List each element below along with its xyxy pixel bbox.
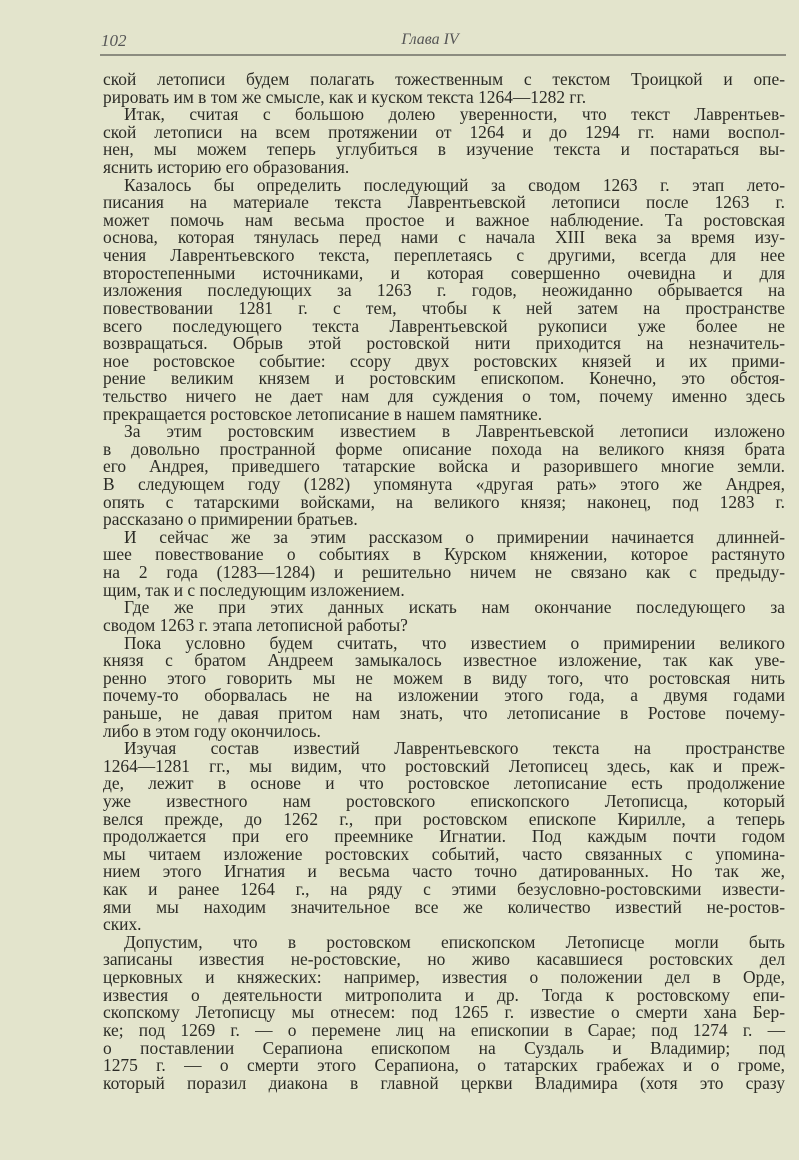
text-line: нен, мы можем теперь углубиться в изучение текста и постараться вы-	[103, 139, 785, 160]
text-line: ями мы находим значительное все же количество известий не-ростов-	[103, 896, 785, 917]
text-line: почему-то оборвалась не на изложении этого года, а двумя годами	[103, 685, 785, 706]
text-line: мы читаем изложение ростовских событий, часто связанных с упомина-	[103, 843, 785, 864]
text-line: рировать им в том же смысле, как и куском текста 1264—1282 гг.	[103, 86, 587, 107]
text-line: шее повествование о событиях в Курском княжении, которое растянуто	[103, 544, 785, 565]
text-line: чения Лаврентьевского текста, переплетаясь с другими, всегда для нее	[103, 245, 785, 266]
paragraph	[103, 106, 785, 176]
paragraph	[103, 526, 785, 600]
paragraph	[103, 599, 785, 634]
text-line: в довольно пространной форме описание похода на великого князя брата	[103, 438, 785, 459]
text-line: который поразил диакона в главной церкви Владимира (хотя это сразу	[103, 1072, 785, 1093]
text-line: И сейчас же за этим рассказом о примирении начинается длинней-	[124, 526, 785, 547]
text-line: князя с братом Андреем замыкалось известное изложение, так как уве-	[103, 650, 785, 671]
text-line: ской летописи будем полагать тожественным с текстом Троицкой и опе-	[103, 69, 785, 89]
text-line: может помочь нам весьма простое и важное наблюдение. Та ростовская	[103, 209, 785, 230]
text-line: писания на материале текста Лаврентьевской летописи после 1263 г.	[103, 192, 785, 213]
text-line: на 2 года (1283—1284) и решительно ничем не связано как с предыду-	[103, 562, 785, 583]
text-line: Итак, считая с большою долею уверенности, что текст Лаврентьев-	[124, 104, 785, 125]
header-rule	[100, 54, 786, 56]
text-line: продолжается при его преемнике Игнатии. Под каждым почти годом	[103, 826, 785, 847]
text-line: повествовании 1281 г. с тем, чтобы к ней затем на пространстве	[103, 297, 785, 318]
text-line: сводом 1263 г. этапа летописной работы?	[103, 614, 408, 635]
running-head: Глава IV	[401, 31, 459, 48]
text-line: ке; под 1269 г. — о перемене лиц на епископии в Сарае; под 1274 г. —	[103, 1019, 785, 1040]
text-line: 1264—1281 гг., мы видим, что ростовский Летописец здесь, как и преж-	[103, 755, 785, 776]
text-line: щим, так и с последующим изложением.	[103, 579, 405, 600]
text-line: раньше, не давая притом нам знать, что летописание в Ростове почему-	[103, 702, 785, 723]
text-line: В следующем году (1282) упомянута «другая рать» этого же Андрея,	[103, 474, 785, 495]
text-line: Где же при этих данных искать нам окончание последующего за	[124, 597, 785, 618]
text-line: рассказано о примирении братьев.	[103, 509, 358, 530]
text-line: 1275 г. — о смерти этого Серапиона, о татарских грабежах и о громе,	[103, 1055, 785, 1076]
text-line: прекращается ростовское летописание в нашем памятнике.	[103, 403, 543, 424]
page-number: 102	[101, 31, 127, 50]
text-line: тельство ничего не дает нам для суждения о том, почему именно здесь	[103, 385, 785, 406]
text-line: нием этого Игнатия и весьма часто точно датированных. Но так же,	[103, 861, 785, 882]
text-line: Казалось бы определить последующий за сводом 1263 г. этап лето-	[124, 174, 785, 195]
paragraph	[103, 174, 785, 424]
text-line: рение великим князем и ростовским епископом. Конечно, это обстоя-	[103, 368, 785, 389]
paragraph	[103, 632, 785, 741]
text-line: основа, которая тянулась перед нами с начала XIII века за время изу-	[103, 227, 785, 248]
text-line: церковных и княжеских: например, известия о положении дел в Орде,	[103, 967, 785, 988]
text-line: Допустим, что в ростовском епископском Летописце могли быть	[124, 931, 785, 952]
text-line: ное ростовское событие: ссору двух ростовских князей и их прими-	[103, 350, 785, 371]
text-line: известия о деятельности митрополита и др. Тогда к ростовскому епи-	[103, 984, 785, 1005]
text-line: ренно этого говорить мы не можем в виду того, что ростовская нить	[103, 667, 785, 688]
paragraph	[103, 740, 785, 934]
text-line: За этим ростовским известием в Лаврентьевской летописи изложено	[124, 421, 785, 442]
paragraph	[103, 423, 785, 529]
text-line: записаны известия не-ростовские, но живо касавшиеся ростовских дел	[103, 949, 785, 970]
text-line: скопскому Летописцу мы отнесем: под 1265 г. известие о смерти хана Бер-	[103, 1002, 785, 1023]
paragraph	[103, 71, 785, 106]
text-line: опять с татарскими войсками, на великого князя; наконец, под 1283 г.	[103, 491, 785, 512]
text-line: де, лежит в основе и что ростовское летописание есть продолжение	[103, 773, 785, 794]
text-line: возвращаться. Обрыв этой ростовской нити приходится на незначитель-	[103, 333, 785, 354]
text-line: о поставлении Серапиона епископом на Суздаль и Владимир; под	[103, 1037, 785, 1058]
text-line: Изучая состав известий Лаврентьевского текста на пространстве	[124, 738, 785, 759]
text-line: как и ранее 1264 г., на ряду с этими безусловно-ростовскими извести-	[103, 879, 785, 900]
text-line: велся прежде, до 1262 г., при ростовском епископе Кирилле, а теперь	[103, 808, 785, 829]
body-text	[103, 71, 785, 1092]
text-line: ских.	[103, 914, 142, 935]
text-line: ской летописи на всем протяжении от 1264 и до 1294 гг. нами воспол-	[103, 121, 785, 142]
text-line: Пока условно будем считать, что известием о примирении великого	[124, 632, 785, 653]
text-line: изложения последующих за 1263 г. годов, неожиданно обрывается на	[103, 280, 785, 301]
text-line: яснить историю его образования.	[103, 157, 350, 178]
text-line: его Андрея, приведшего татарские войска и разорившего многие земли.	[103, 456, 785, 477]
text-line: второстепенными источниками, и которая совершенно очевидна и для	[103, 262, 785, 283]
text-line: всего последующего текста Лаврентьевской рукописи уже более не	[103, 315, 785, 336]
paragraph	[103, 931, 785, 1093]
text-line: уже известного нам ростовского епископского Летописца, который	[103, 790, 785, 811]
text-line: либо в этом году окончилось.	[103, 720, 321, 741]
